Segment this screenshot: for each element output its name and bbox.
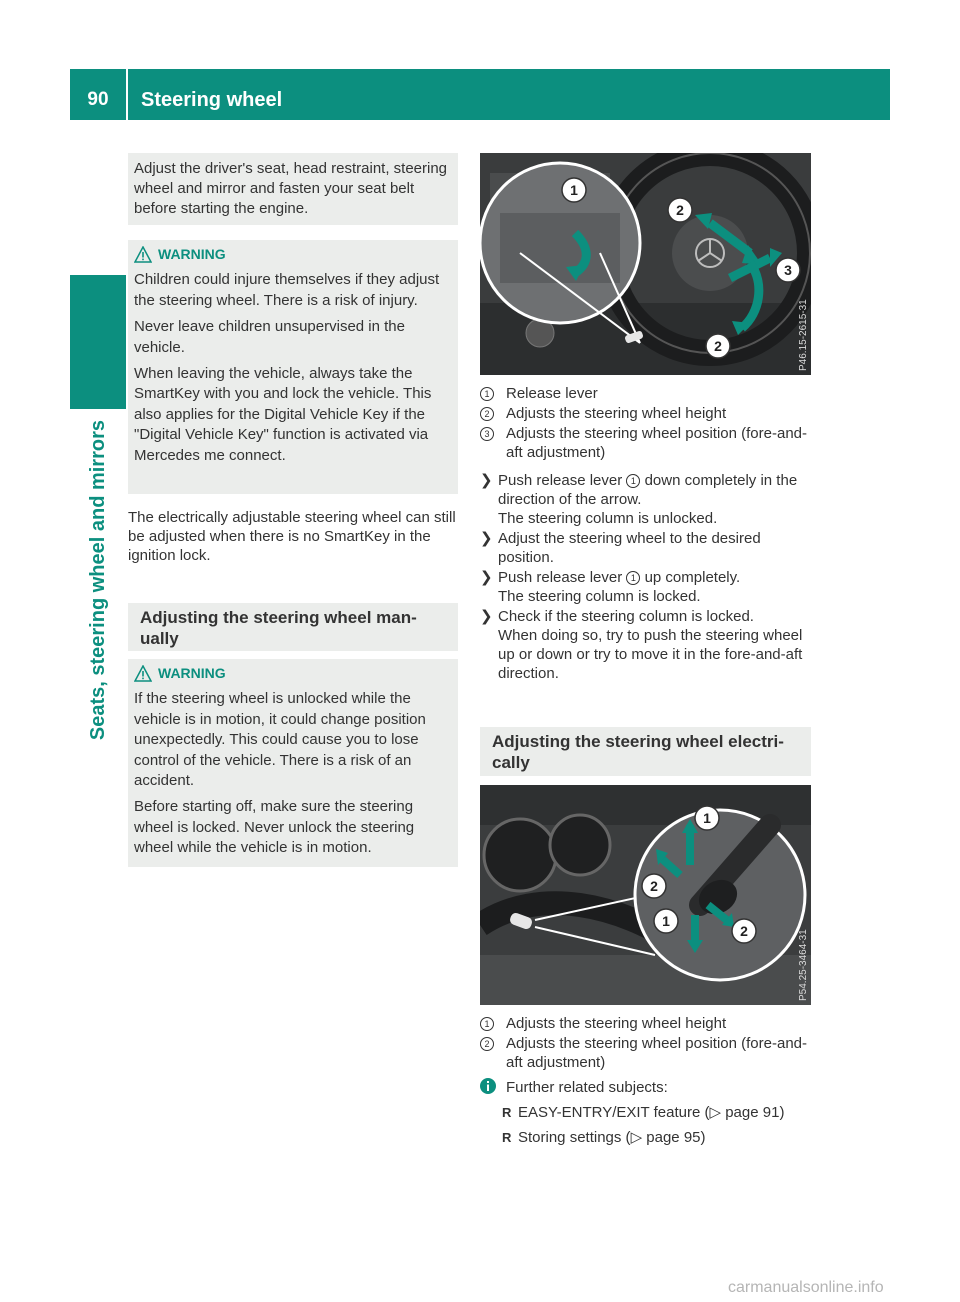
legend-item — [480, 384, 811, 403]
legend-item — [480, 404, 811, 423]
legend-text: Adjusts the steering wheel height — [506, 1015, 727, 1032]
body-text: The electrically adjustable steering wheel can still be adjusted when there is no SmartKey in the ignition lock. — [128, 509, 456, 564]
warning-paragraph: When leaving the vehicle, always take the SmartKey with you and lock the vehicle. This also applies for the Digital Vehicle Key if the "Digital Vehicle Key" function is activated via Mercedes me connect. — [134, 365, 432, 464]
section-heading-text: Adjusting the steering wheel electri-cally — [492, 732, 784, 772]
close-paren: ) — [700, 1129, 706, 1146]
legend-number: 2 — [480, 407, 494, 421]
callout-3: 3 — [784, 262, 792, 278]
step-result: When doing so, try to push the steering wheel up or down or try to move it in the fore-and-aft direction. — [498, 627, 803, 682]
step-item — [480, 471, 811, 528]
info-icon — [480, 1078, 496, 1094]
step-result: The steering column is unlocked. — [498, 510, 718, 527]
side-tab — [70, 420, 126, 990]
header-divider — [126, 69, 128, 120]
step-arrow-icon: ❯ — [480, 608, 493, 625]
warning-triangle-icon — [134, 665, 152, 682]
close-paren: ) — [779, 1104, 785, 1121]
page-ref-arrow-icon: ▷ — [630, 1129, 643, 1146]
callout-1: 1 — [703, 810, 711, 826]
warning-triangle-icon — [134, 246, 152, 263]
step-text-after: up completely. — [644, 569, 741, 586]
link-text: Storing settings ( — [518, 1129, 631, 1146]
legend-number: 2 — [480, 1037, 494, 1051]
legend-item — [480, 1034, 811, 1072]
step-text: Push release lever — [498, 472, 623, 489]
legend-text: Adjusts the steering wheel height — [506, 405, 727, 422]
related-link[interactable] — [502, 1103, 811, 1122]
step-result: The steering column is locked. — [498, 588, 701, 605]
step-number: 1 — [626, 474, 640, 488]
callout-1: 1 — [570, 182, 578, 198]
warning-box-motion — [128, 659, 458, 867]
page-ref-arrow-icon: ▷ — [709, 1104, 722, 1121]
note-box — [128, 153, 458, 225]
warning-heading — [134, 244, 452, 264]
note-text: Adjust the driver's seat, head restraint, steering wheel and mirror and fasten your seat belt before starting the engine. — [134, 160, 448, 217]
legend-item — [480, 424, 811, 462]
link-text: EASY-ENTRY/EXIT feature ( — [518, 1104, 710, 1121]
warning-paragraph: Before starting off, make sure the steering wheel is locked. Never unlock the steering wheel while the vehicle is in motion. — [134, 798, 415, 857]
warning-heading — [134, 663, 452, 683]
callout-2b: 2 — [714, 338, 722, 354]
bullet-icon: R — [502, 1105, 512, 1120]
step-item — [480, 529, 811, 567]
page-ref: page 91 — [725, 1104, 780, 1121]
figure-code: P46.15-2615-31 — [798, 299, 809, 371]
callout-1b: 1 — [662, 913, 670, 929]
step-item — [480, 607, 811, 683]
legend-item — [480, 1014, 811, 1033]
side-tab-label: Seats, steering wheel and mirrors — [87, 420, 109, 741]
step-arrow-icon: ❯ — [480, 530, 493, 547]
callout-2b: 2 — [740, 923, 748, 939]
side-tab-marker — [70, 275, 126, 409]
figure2-legend — [480, 1014, 811, 1072]
page-number: 90 — [87, 89, 109, 110]
legend-number: 1 — [480, 387, 494, 401]
section-heading-electric — [480, 727, 811, 776]
legend-number: 1 — [480, 1017, 494, 1031]
page-ref: page 95 — [646, 1129, 701, 1146]
related-link[interactable] — [502, 1128, 811, 1147]
chapter-title: Steering wheel — [141, 89, 283, 111]
callout-2: 2 — [650, 878, 658, 894]
step-text-after: down completely in the direction of the arrow. — [498, 472, 798, 508]
step-text: Adjust the steering wheel to the desired position. — [498, 530, 761, 566]
step-number: 1 — [626, 571, 640, 585]
instruction-steps — [480, 471, 811, 683]
warning-label: WARNING — [158, 665, 226, 681]
figure-electric-lever — [480, 785, 811, 1005]
step-arrow-icon: ❯ — [480, 569, 493, 586]
legend-text: Adjusts the steering wheel position (fore-and-aft adjustment) — [506, 1035, 807, 1071]
warning-box-children — [128, 240, 458, 494]
step-arrow-icon: ❯ — [480, 472, 493, 489]
warning-paragraph: Never leave children unsupervised in the vehicle. — [134, 318, 405, 356]
step-text: Push release lever — [498, 569, 623, 586]
warning-paragraph: If the steering wheel is unlocked while the vehicle is in motion, it could change position unexpectedly. This could cause you to lose control of the vehicle. There is a risk of an accident. — [134, 690, 426, 790]
legend-number: 3 — [480, 427, 494, 441]
callout-2: 2 — [676, 202, 684, 218]
bullet-icon: R — [502, 1130, 512, 1145]
section-heading-text: Adjusting the steering wheel man-ually — [140, 608, 417, 648]
step-item — [480, 568, 811, 606]
warning-paragraph: Children could injure themselves if they adjust the steering wheel. There is a risk of injury. — [134, 271, 440, 309]
section-heading-manual — [128, 603, 458, 651]
legend-text: Adjusts the steering wheel position (fore-and-aft adjustment) — [506, 425, 807, 461]
figure-code: P54.25-3464-31 — [798, 929, 809, 1001]
info-title: Further related subjects: — [506, 1079, 668, 1096]
watermark: carmanualsonline.info — [728, 1279, 884, 1296]
figure1-legend — [480, 384, 811, 462]
step-text: Check if the steering column is locked. — [498, 608, 754, 625]
info-block — [480, 1078, 811, 1147]
warning-label: WARNING — [158, 246, 226, 262]
legend-text: Release lever — [506, 385, 598, 402]
figure-steering-lever — [480, 153, 811, 375]
